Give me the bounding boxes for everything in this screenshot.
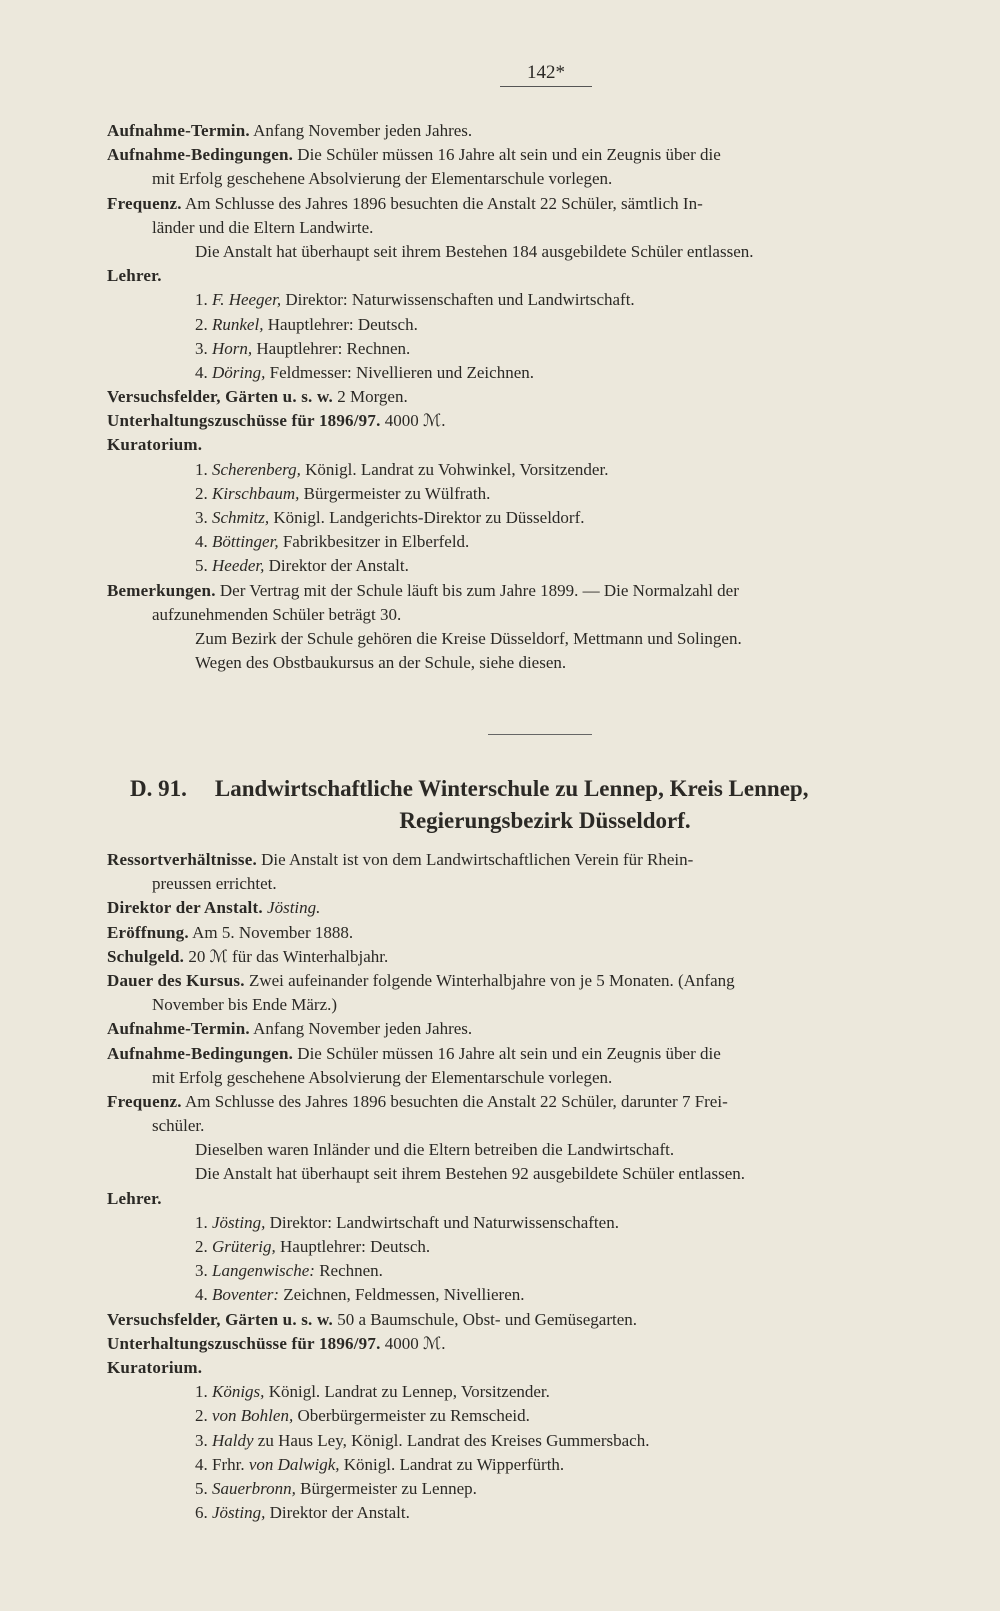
list-item: 4. Frhr. von Dalwigk, Königl. Landrat zu Wipperfürth. [195,1454,565,1474]
heading-lehrer: Lehrer. [107,1188,162,1208]
entry-paragraph: Wegen des Obstbaukursus an der Schule, siehe diesen. [195,653,567,673]
entry-dauer: Dauer des Kursus. Zwei aufeinander folgende Winterhalbjahre von je 5 Monaten. (Anfang [107,970,735,990]
section-title-line1: Landwirtschaftliche Winterschule zu Lennep, Kreis Lennep, [214,776,809,801]
entry-bemerkungen: Bemerkungen. Der Vertrag mit der Schule läuft bis zum Jahre 1899. — Die Normalzahl der [107,580,739,600]
list-item: 2. Grüterig, Hauptlehrer: Deutsch. [195,1237,431,1256]
entry-ressort: Ressortverhältnisse. Die Anstalt ist von dem Landwirtschaftlichen Verein für Rhein- [107,850,694,869]
section-divider [488,734,592,735]
entry-paragraph: Zum Bezirk der Schule gehören die Kreise Düsseldorf, Mettmann und Solingen. [195,628,742,648]
section-number: D. 91. [130,776,187,801]
list-item: 3. Langenwische: Rechnen. [195,1261,383,1281]
page-number: 142* [500,62,592,87]
entry-continuation: mit Erfolg geschehene Absolvierung der Elementarschule vorlegen. [152,169,613,189]
entry-continuation: aufzunehmenden Schüler beträgt 30. [152,604,402,624]
list-item: 2. Runkel, Hauptlehrer: Deutsch. [195,314,418,334]
entry-versuchsfelder: Versuchsfelder, Gärten u. s. w. 50 a Baumschule, Obst- und Gemüsegarten. [107,1309,637,1329]
entry-aufnahme-bedingungen: Aufnahme-Bedingungen. Die Schüler müssen 16 Jahre alt sein und ein Zeugnis über die [107,145,721,165]
entry-versuchsfelder: Versuchsfelder, Gärten u. s. w. 2 Morgen. [107,387,408,407]
entry-frequenz: Frequenz. Am Schlusse des Jahres 1896 besuchten die Anstalt 22 Schüler, sämtlich In- [107,193,703,213]
list-item: 2. von Bohlen, Oberbürgermeister zu Remscheid. [195,1406,530,1426]
entry-unterhaltung: Unterhaltungszuschüsse für 1896/97. 4000 ℳ. [107,1333,446,1353]
list-item: 4. Döring, Feldmesser: Nivellieren und Zeichnen. [195,362,534,382]
heading-kuratorium: Kuratorium. [107,1357,203,1377]
entry-continuation: schüler. [152,1116,205,1136]
heading-lehrer: Lehrer. [107,266,162,286]
list-item: 5. Sauerbronn, Bürgermeister zu Lennep. [195,1478,477,1498]
entry-paragraph: Die Anstalt hat überhaupt seit ihrem Bestehen 184 ausgebildete Schüler entlassen. [195,241,754,261]
list-item: 4. Böttinger, Fabrikbesitzer in Elberfeld. [195,532,470,552]
heading-kuratorium: Kuratorium. [107,435,203,455]
top-section [107,119,957,675]
entry-aufnahme-termin: Aufnahme-Termin. Anfang November jeden Jahres. [107,121,473,140]
list-item: 3. Haldy zu Haus Ley, Königl. Landrat des Kreises Gummersbach. [195,1430,650,1450]
entry-continuation: preussen errichtet. [152,874,277,894]
list-item: 1. Scherenberg, Königl. Landrat zu Vohwinkel, Vorsitzender. [195,459,609,479]
entry-direktor: Direktor der Anstalt. Jösting. [107,898,321,918]
entry-frequenz: Frequenz. Am Schlusse des Jahres 1896 besuchten die Anstalt 22 Schüler, darunter 7 Frei- [107,1091,728,1111]
list-item: 3. Schmitz, Königl. Landgerichts-Direktor zu Düsseldorf. [195,508,585,527]
section-title [130,776,960,802]
section-title-line2: Regierungsbezirk Düsseldorf. [399,808,691,833]
entry-paragraph: Dieselben waren Inländer und die Eltern betreiben die Landwirtschaft. [195,1140,675,1160]
entry-paragraph: Die Anstalt hat überhaupt seit ihrem Bestehen 92 ausgebildete Schüler entlassen. [195,1164,745,1184]
entry-unterhaltung: Unterhaltungszuschüsse für 1896/97. 4000 ℳ. [107,411,446,431]
entry-continuation: mit Erfolg geschehene Absolvierung der Elementarschule vorlegen. [152,1067,613,1087]
entry-aufnahme-bedingungen: Aufnahme-Bedingungen. Die Schüler müssen 16 Jahre alt sein und ein Zeugnis über die [107,1043,721,1063]
entry-aufnahme-termin: Aufnahme-Termin. Anfang November jeden Jahres. [107,1019,473,1039]
list-item: 1. F. Heeger, Direktor: Naturwissenschaften und Landwirtschaft. [195,290,635,310]
entry-schulgeld: Schulgeld. 20 ℳ für das Winterhalbjahr. [107,946,389,966]
list-item: 6. Jösting, Direktor der Anstalt. [195,1503,410,1523]
list-item: 1. Jösting, Direktor: Landwirtschaft und Naturwissenschaften. [195,1212,619,1232]
list-item: 2. Kirschbaum, Bürgermeister zu Wülfrath. [195,483,491,503]
list-item: 1. Königs, Königl. Landrat zu Lennep, Vorsitzender. [195,1382,550,1402]
entry-eroeffnung: Eröffnung. Am 5. November 1888. [107,922,354,942]
list-item: 3. Horn, Hauptlehrer: Rechnen. [195,338,411,358]
bottom-section [107,848,957,1525]
entry-continuation: November bis Ende März.) [152,995,338,1015]
list-item: 5. Heeder, Direktor der Anstalt. [195,556,409,576]
entry-continuation: länder und die Eltern Landwirte. [152,217,374,237]
list-item: 4. Boventer: Zeichnen, Feldmessen, Nivellieren. [195,1285,525,1305]
